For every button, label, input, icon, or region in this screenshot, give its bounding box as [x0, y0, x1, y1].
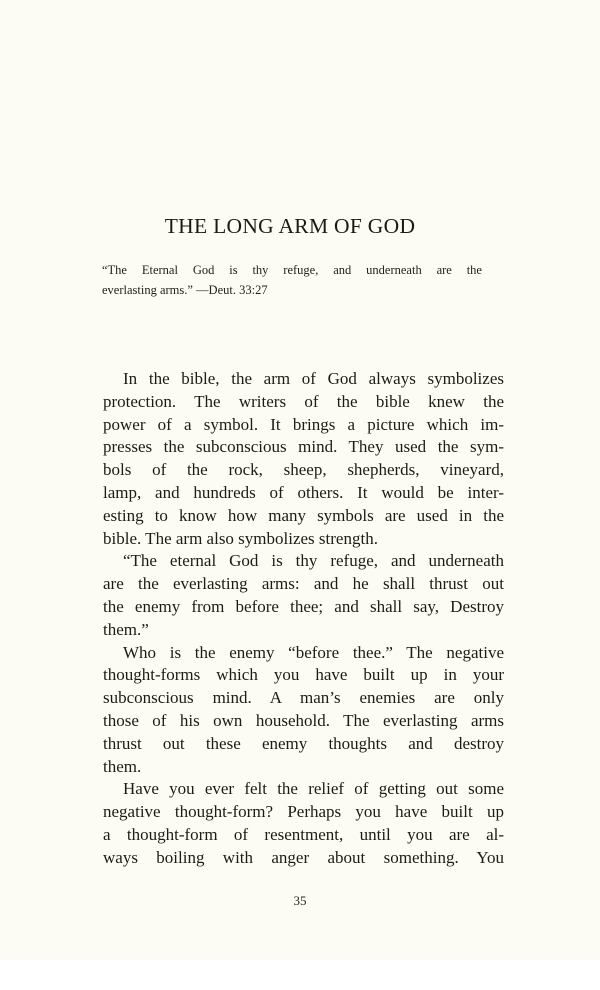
body-line: ways boiling with anger about something. You: [103, 847, 504, 867]
body-line: those of his own household. The everlasting arms: [103, 710, 504, 730]
epigraph-line: everlasting arms.” —Deut. 33:27: [102, 283, 268, 297]
body-line: the enemy from before thee; and shall say, Destroy: [103, 596, 504, 616]
body-line: bols of the rock, sheep, shepherds, vineyard,: [103, 460, 504, 480]
body-line: them.: [103, 756, 142, 776]
body-line: power of a symbol. It brings a picture which im-: [103, 414, 504, 434]
body-line: bible. The arm also symbolizes strength.: [103, 528, 378, 548]
body-line: esting to know how many symbols are used in the: [103, 505, 504, 525]
body-line: a thought-form of resentment, until you are al-: [103, 824, 504, 844]
body-line: presses the subconscious mind. They used the sym-: [103, 437, 504, 457]
body-line: them.”: [103, 619, 149, 639]
page-number: 35: [293, 893, 307, 908]
body-text: [103, 368, 504, 870]
epigraph-line: “The Eternal God is thy refuge, and underneath are the: [102, 263, 482, 277]
body-line: In the bible, the arm of God always symbolizes: [123, 369, 504, 388]
body-line: lamp, and hundreds of others. It would be inter-: [103, 482, 504, 502]
body-line: thrust out these enemy thoughts and destroy: [103, 733, 504, 753]
body-line: Who is the enemy “before thee.” The negative: [123, 642, 504, 662]
body-line: Have you ever felt the relief of getting out some: [123, 779, 504, 799]
body-line: thought-forms which you have built up in your: [103, 665, 504, 685]
body-line: subconscious mind. A man’s enemies are only: [103, 688, 504, 708]
body-line: “The eternal God is thy refuge, and underneath: [123, 551, 504, 571]
epigraph: [102, 260, 482, 300]
chapter-title: THE LONG ARM OF GOD: [164, 214, 416, 238]
body-line: negative thought-form? Perhaps you have built up: [103, 802, 504, 822]
body-line: are the everlasting arms: and he shall thrust out: [103, 574, 504, 594]
body-line: protection. The writers of the bible knew the: [103, 391, 504, 411]
